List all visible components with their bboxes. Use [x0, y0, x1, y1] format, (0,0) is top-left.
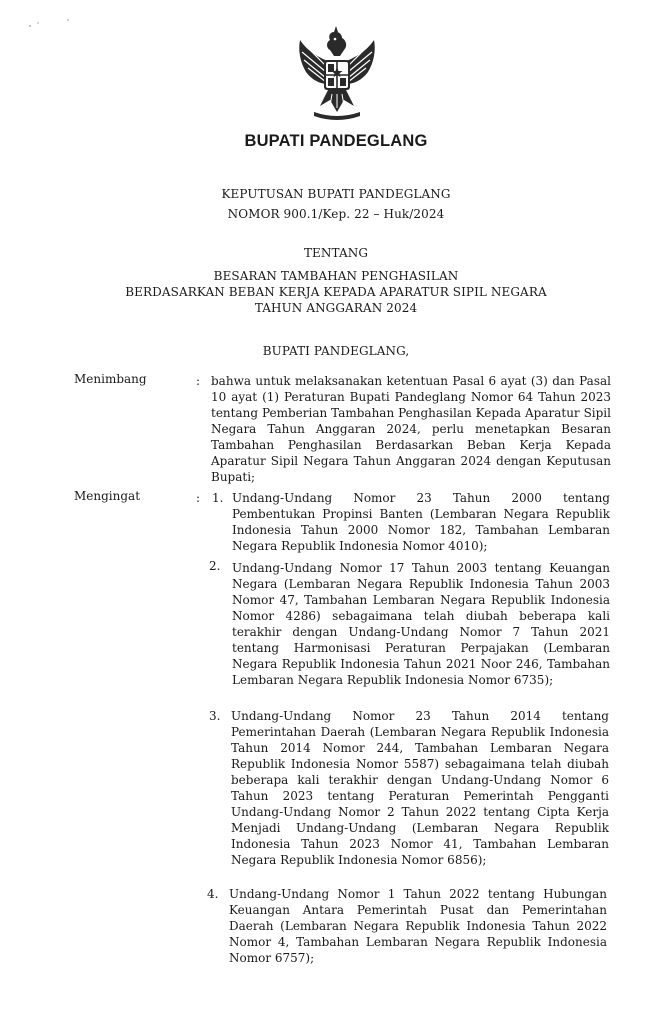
regent-title: BUPATI PANDEGLANG: [244, 132, 428, 150]
garuda-pancasila-emblem-icon: [290, 22, 384, 122]
mengingat-label: Mengingat: [74, 489, 141, 503]
subject-line-3: TAHUN ANGGARAN 2024: [254, 301, 418, 315]
mengingat-colon: :: [196, 491, 201, 505]
mengingat-item-text: Undang-Undang Nomor 23 Tahun 2014 tentang Pemerintahan Daerah (Lembaran Negara Republik Indonesia Tahun 2014 Nomor 244, Tambahan Lembaran Negara Republik Indonesia Nomor 5587) sebagaimana telah diubah beberapa kali terakhir dengan Undang-Undang Nomor 6 Tahun 2023 tentang Peraturan Pemerintah Pengganti Undang-Undang Nomor 2 Tahun 2022 tentang Cipta Kerja Menjadi Undang-Undang (Lembaran Negara Republik Indonesia Tahun 2023 Nomor 41, Tambahan Lembaran Negara Republik Indonesia Nomor 6856);: [231, 709, 609, 867]
about-heading: TENTANG: [303, 246, 369, 260]
mengingat-item-text: Undang-Undang Nomor 23 Tahun 2000 tentang Pembentukan Propinsi Banten (Lembaran Negara Republik Indonesia Tahun 2000 Nomor 182, Tambahan Lembaran Negara Republik Indonesia Nomor 4010);: [232, 491, 610, 553]
mengingat-item-text: Undang-Undang Nomor 17 Tahun 2003 tentang Keuangan Negara (Lembaran Negara Republik Indonesia Tahun 2003 Nomor 47, Tambahan Lembaran Negara Republik Indonesia Nomor 4286) sebagaimana telah diubah beberapa kali terakhir dengan Undang-Undang Nomor 7 Tahun 2021 tentang Harmonisasi Peraturan Perpajakan (Lembaran Negara Republik Indonesia Tahun 2021 Noor 246, Tambahan Lembaran Negara Republik Indonesia Nomor 6735);: [232, 561, 610, 687]
mengingat-item-number: 3.: [209, 709, 221, 723]
mengingat-item-number: 1.: [212, 491, 224, 505]
subject-line-2: BERDASARKAN BEBAN KERJA KEPADA APARATUR SIPIL NEGARA: [125, 285, 547, 299]
menimbang-label: Menimbang: [74, 372, 147, 386]
mengingat-item-number: 2.: [209, 559, 221, 573]
menimbang-colon: :: [196, 374, 201, 388]
subject-line-1: BESARAN TAMBAHAN PENGHASILAN: [213, 269, 459, 283]
issuer-heading: BUPATI PANDEGLANG,: [262, 344, 410, 358]
mengingat-item-text: Undang-Undang Nomor 1 Tahun 2022 tentang Hubungan Keuangan Antara Pemerintah Pusat dan Pemerintahan Daerah (Lembaran Negara Republik Indonesia Tahun 2022 Nomor 4, Tambahan Lembaran Negara Republik Indonesia Nomor 6757);: [229, 887, 607, 965]
decree-title: KEPUTUSAN BUPATI PANDEGLANG: [221, 187, 451, 201]
menimbang-text: bahwa untuk melaksanakan ketentuan Pasal 6 ayat (3) dan Pasal 10 ayat (1) Peraturan Bupati Pandeglang Nomor 64 Tahun 2023 tentang Pemberian Tambahan Penghasilan Kepada Aparatur Sipil Negara Tahun Anggaran 2024, perlu menetapkan Besaran Tambahan Penghasilan Berdasarkan Beban Kerja Kepada Aparatur Sipil Negara Tahun Anggaran 2024 dengan Keputusan Bupati;: [211, 374, 611, 484]
mengingat-item-number: 4.: [207, 887, 219, 901]
scan-speck-marks: [24, 16, 84, 36]
decree-number: NOMOR 900.1/Kep. 22 – Huk/2024: [227, 207, 445, 221]
